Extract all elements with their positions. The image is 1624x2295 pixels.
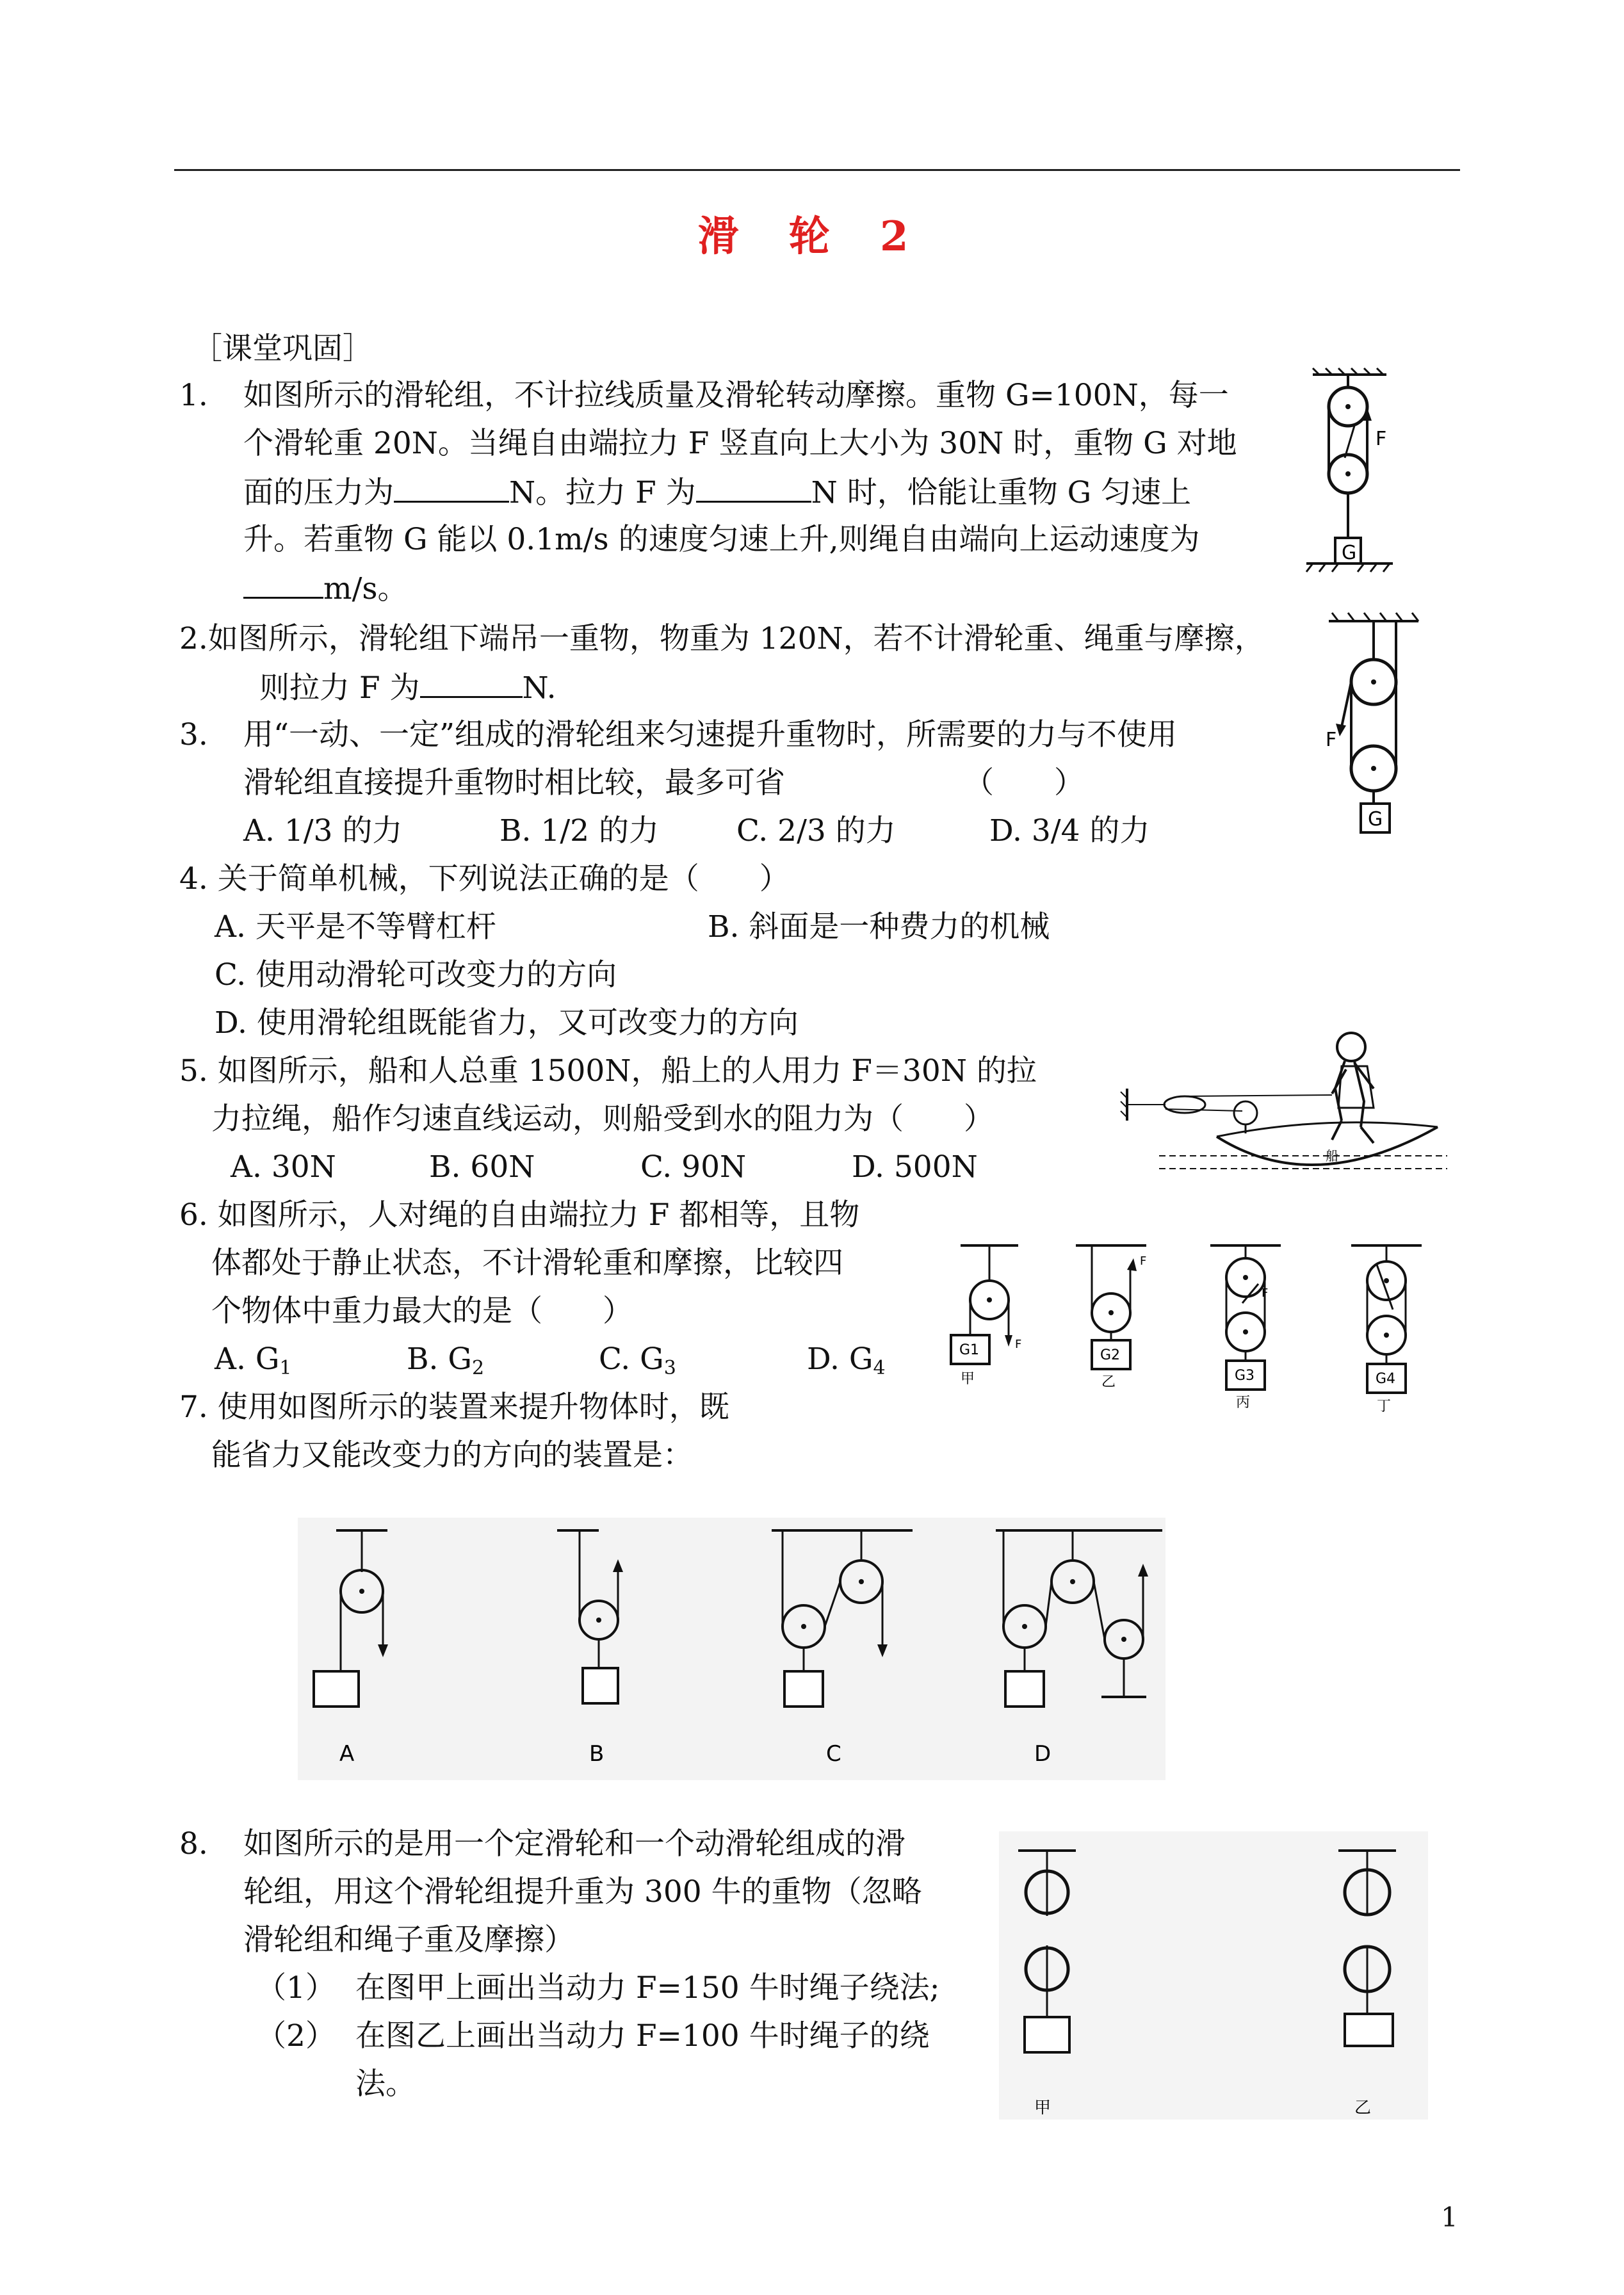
q6-fig-f2: F (1140, 1254, 1147, 1268)
q4-option-c[interactable]: C. 使用动滑轮可改变力的方向 (215, 957, 617, 993)
q1-pulley-figure (1300, 368, 1396, 573)
q2-line2 (259, 668, 556, 708)
q7-devices-figure (298, 1518, 1165, 1780)
q5-boat-figure (1121, 1025, 1454, 1204)
q3-line2: 滑轮组直接提升重物时相比较，最多可省 (243, 765, 785, 800)
q2-line1: 2.如图所示，滑轮组下端吊一重物，物重为 120N，若不计滑轮重、绳重与摩擦， (179, 621, 1265, 656)
q6-fig-f3: F (1262, 1286, 1269, 1300)
header-rule (174, 169, 1460, 171)
q5-line1: 5. 如图所示，船和人总重 1500N，船上的人用力 F＝30N 的拉 (179, 1053, 1037, 1089)
q5-option-b[interactable]: B. 60N (429, 1149, 535, 1185)
q6-line1: 6. 如图所示，人对绳的自由端拉力 F 都相等，且物 (179, 1197, 860, 1233)
q6-option-a-sub: 1 (279, 1357, 292, 1379)
q1-fig-g-label: G (1342, 542, 1357, 564)
page-title: 滑 轮 2 (697, 213, 927, 261)
q6-four-pulleys-figure (941, 1239, 1454, 1418)
q1-line3-b: N。拉力 F 为 (509, 475, 696, 510)
q1-line4: 升。若重物 G 能以 0.1m/s 的速度匀速上升,则绳自由端向上运动速度为 (243, 522, 1200, 557)
q6-fig-label-ding: 丁 (1377, 1399, 1392, 1415)
q6-option-b[interactable] (407, 1340, 484, 1388)
q5-option-a[interactable]: A. 30N (231, 1149, 336, 1185)
q3-answer-paren[interactable]: （ ） (964, 765, 1084, 800)
q2-fig-g-label: G (1368, 808, 1383, 831)
q5-option-c[interactable]: C. 90N (640, 1149, 747, 1185)
q7-fig-label-b: B (589, 1741, 605, 1767)
q2-line2-b: N. (522, 670, 556, 706)
q6-option-b-text: B. G (407, 1342, 472, 1377)
q3-option-b[interactable]: B. 1/2 的力 (499, 813, 659, 848)
q4-line1: 4. 关于简单机械，下列说法正确的是（ ） (179, 861, 790, 896)
q6-fig-f1: F (1015, 1338, 1022, 1351)
q6-option-c-sub: 3 (663, 1357, 676, 1379)
q6-fig-label-yi: 乙 (1101, 1374, 1116, 1390)
q5-option-d[interactable]: D. 500N (852, 1149, 978, 1185)
q1-number: 1. (179, 378, 208, 413)
q6-option-d-sub: 4 (873, 1357, 886, 1379)
q6-fig-g3: G3 (1235, 1368, 1255, 1384)
page-number: 1 (1441, 2202, 1458, 2233)
q1-blank-force[interactable] (696, 473, 811, 503)
q8-sub1: 在图甲上画出当动力 F=150 牛时绳子绕法; (355, 1970, 940, 2006)
q6-option-a-text: A. G (215, 1342, 280, 1377)
q1-line3 (243, 473, 1191, 512)
q3-number: 3. (179, 717, 208, 752)
q2-pulley-figure (1326, 612, 1422, 842)
q3-option-a[interactable]: A. 1/3 的力 (243, 813, 403, 848)
q2-fig-f-label: F (1326, 729, 1337, 751)
q8-fig-label-yi: 乙 (1354, 2098, 1372, 2118)
q8-drawing-figure[interactable] (999, 1831, 1428, 2120)
q2-line2-a: 则拉力 F 为 (259, 670, 420, 706)
q6-fig-label-jia: 甲 (961, 1371, 975, 1387)
q7-fig-label-a: A (339, 1741, 355, 1767)
q6-fig-g2: G2 (1100, 1347, 1121, 1363)
q1-line5 (243, 569, 408, 608)
q3-option-c[interactable]: C. 2/3 的力 (736, 813, 896, 848)
q7-fig-label-d: D (1034, 1741, 1052, 1767)
q1-fig-f-label: F (1376, 428, 1387, 450)
q6-fig-g4: G4 (1376, 1371, 1396, 1387)
q8-line2: 轮组，用这个滑轮组提升重为 300 牛的重物（忽略 (243, 1874, 922, 1910)
q7-line2: 能省力又能改变力的方向的装置是： (211, 1438, 693, 1473)
q8-sub2-line1: 在图乙上画出当动力 F=100 牛时绳子的绕 (355, 2018, 930, 2054)
q8-sub2-line2: 法。 (355, 2066, 416, 2102)
q6-line2: 体都处于静止状态，不计滑轮重和摩擦，比较四 (211, 1245, 843, 1281)
q4-option-a[interactable]: A. 天平是不等臂杠杆 (215, 909, 496, 945)
q1-line5-text: m/s。 (323, 571, 408, 606)
q1-line3-c: N 时，恰能让重物 G 匀速上 (811, 475, 1192, 510)
q1-line3-a: 面的压力为 (243, 475, 394, 510)
q5-fig-boat-label: 船 (1326, 1148, 1338, 1164)
q8-line3: 滑轮组和绳子重及摩擦） (243, 1922, 574, 1958)
q1-blank-pressure[interactable] (394, 473, 509, 503)
q1-line2: 个滑轮重 20N。当绳自由端拉力 F 竖直向上大小为 30N 时，重物 G 对地 (243, 426, 1237, 461)
q6-line3: 个物体中重力最大的是（ ） (211, 1293, 633, 1329)
q3-line1: 用“一动、一定”组成的滑轮组来匀速提升重物时，所需要的力与不使用 (243, 717, 1178, 752)
q6-option-c[interactable] (599, 1340, 676, 1388)
q6-option-d-text: D. G (807, 1342, 873, 1377)
q6-option-b-sub: 2 (471, 1357, 485, 1379)
q8-sub1-number: （1） (256, 1970, 336, 2006)
q1-blank-speed[interactable] (243, 569, 323, 599)
q8-fig-label-jia: 甲 (1034, 2098, 1052, 2118)
q6-option-d[interactable] (807, 1340, 886, 1388)
q8-sub2-number: （2） (256, 2018, 336, 2054)
q8-line1: 如图所示的是用一个定滑轮和一个动滑轮组成的滑 (243, 1826, 905, 1861)
q2-blank-force[interactable] (420, 668, 523, 698)
q6-fig-label-bing: 丙 (1236, 1395, 1251, 1411)
q8-number: 8. (179, 1826, 208, 1861)
q6-fig-g1: G1 (959, 1342, 980, 1358)
q5-line2: 力拉绳，船作匀速直线运动，则船受到水的阻力为（ ） (211, 1101, 994, 1137)
q4-option-d[interactable]: D. 使用滑轮组既能省力，又可改变力的方向 (215, 1005, 799, 1041)
q1-line1: 如图所示的滑轮组，不计拉线质量及滑轮转动摩擦。重物 G=100N，每一 (243, 378, 1229, 413)
q6-option-a[interactable] (215, 1340, 291, 1388)
q7-line1: 7. 使用如图所示的装置来提升物体时，既 (179, 1390, 729, 1425)
q4-option-b[interactable]: B. 斜面是一种费力的机械 (708, 909, 1050, 945)
q7-fig-label-c: C (826, 1741, 841, 1767)
q6-option-c-text: C. G (599, 1342, 664, 1377)
section-heading: ［课堂巩固］ (192, 331, 373, 366)
q3-option-d[interactable]: D. 3/4 的力 (989, 813, 1150, 848)
